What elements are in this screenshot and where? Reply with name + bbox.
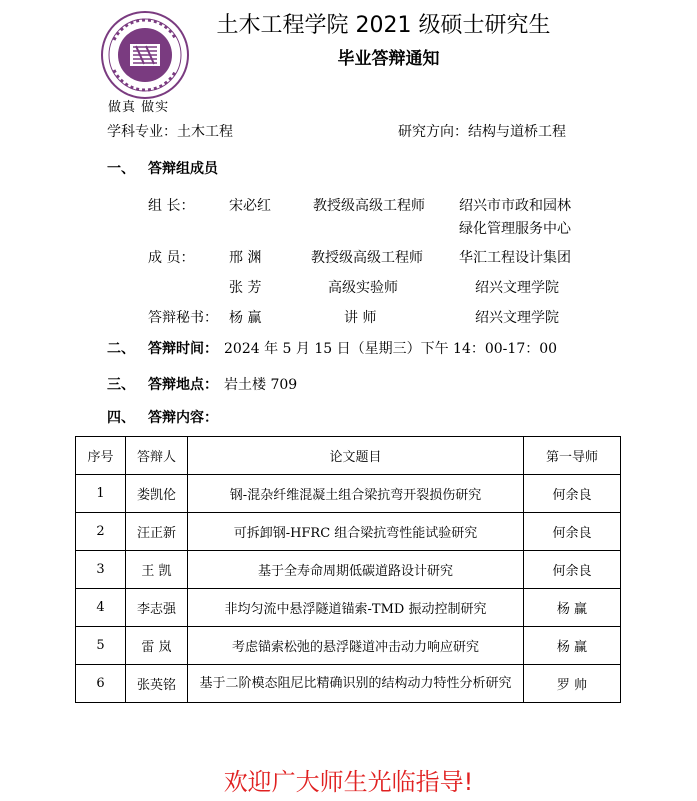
row-topic: 基于二阶模态阻尼比精确识别的结构动力特性分析研究 bbox=[188, 665, 524, 703]
school-motto: 做真 做实 bbox=[108, 100, 170, 115]
row-no: 6 bbox=[76, 665, 126, 703]
table-row bbox=[76, 513, 621, 551]
row-name: 王 凯 bbox=[126, 551, 188, 589]
defense-time-label: 答辩时间： bbox=[148, 341, 218, 357]
major-label: 学科专业：土木工程 bbox=[107, 124, 233, 140]
table-row bbox=[76, 665, 621, 703]
secretary-title: 讲 师 bbox=[344, 310, 377, 326]
row-advisor: 何余良 bbox=[524, 513, 621, 551]
row-advisor: 罗 帅 bbox=[524, 665, 621, 703]
member-1-title: 教授级高级工程师 bbox=[311, 250, 423, 266]
leader-title: 教授级高级工程师 bbox=[313, 198, 425, 214]
section-3-number: 三、 bbox=[107, 377, 135, 393]
row-name: 李志强 bbox=[126, 589, 188, 627]
row-topic: 可拆卸钢-HFRC 组合梁抗弯性能试验研究 bbox=[188, 513, 524, 551]
secretary-org: 绍兴文理学院 bbox=[475, 310, 559, 326]
welcome-message: 欢迎广大师生光临指导! bbox=[223, 768, 474, 796]
row-topic: 考虑锚索松弛的悬浮隧道冲击动力响应研究 bbox=[188, 627, 524, 665]
row-no: 1 bbox=[76, 475, 126, 513]
row-no: 3 bbox=[76, 551, 126, 589]
row-topic: 基于全寿命周期低碳道路设计研究 bbox=[188, 551, 524, 589]
table-row bbox=[76, 475, 621, 513]
table-header-row bbox=[76, 437, 621, 475]
defense-location-label: 答辩地点： bbox=[148, 377, 218, 393]
header-advisor: 第一导师 bbox=[524, 437, 621, 475]
leader-org-line-2: 绿化管理服务中心 bbox=[459, 221, 571, 237]
row-advisor: 何余良 bbox=[524, 475, 621, 513]
member-1-org: 华汇工程设计集团 bbox=[459, 250, 571, 266]
header-no: 序号 bbox=[76, 437, 126, 475]
defense-location-value: 岩土楼 709 bbox=[224, 377, 298, 393]
section-2-number: 二、 bbox=[107, 341, 135, 357]
member-2-org: 绍兴文理学院 bbox=[475, 280, 559, 296]
row-topic: 钢-混杂纤维混凝土组合梁抗弯开裂损伤研究 bbox=[188, 475, 524, 513]
secretary-role: 答辩秘书： bbox=[148, 310, 218, 326]
member-1-name: 邢 渊 bbox=[229, 250, 262, 266]
header-name: 答辩人 bbox=[126, 437, 188, 475]
row-name: 汪正新 bbox=[126, 513, 188, 551]
section-4-title: 答辩内容： bbox=[148, 410, 218, 426]
row-no: 4 bbox=[76, 589, 126, 627]
row-name: 张英铭 bbox=[126, 665, 188, 703]
secretary-name: 杨 赢 bbox=[229, 310, 262, 326]
row-advisor: 何余良 bbox=[524, 551, 621, 589]
leader-org-line-1: 绍兴市市政和园林 bbox=[459, 198, 571, 214]
section-1-title: 答辩组成员 bbox=[148, 161, 218, 177]
direction-label: 研究方向：结构与道桥工程 bbox=[398, 124, 566, 140]
defense-schedule-table bbox=[75, 436, 621, 703]
leader-role: 组 长： bbox=[148, 198, 195, 214]
defense-time-value: 2024 年 5 月 15 日（星期三）下午 14：00-17：00 bbox=[224, 341, 558, 357]
row-name: 娄凯伦 bbox=[126, 475, 188, 513]
member-role: 成 员： bbox=[148, 250, 195, 266]
row-no: 5 bbox=[76, 627, 126, 665]
leader-name: 宋必红 bbox=[229, 198, 271, 214]
table-row bbox=[76, 627, 621, 665]
header-topic: 论文题目 bbox=[188, 437, 524, 475]
table-row bbox=[76, 589, 621, 627]
page-title: 土木工程学院 2021 级硕士研究生 bbox=[216, 13, 551, 38]
row-advisor: 杨 赢 bbox=[524, 627, 621, 665]
section-4-number: 四、 bbox=[107, 410, 135, 426]
section-1-number: 一、 bbox=[107, 161, 135, 177]
row-topic: 非均匀流中悬浮隧道锚索-TMD 振动控制研究 bbox=[188, 589, 524, 627]
row-no: 2 bbox=[76, 513, 126, 551]
row-name: 雷 岚 bbox=[126, 627, 188, 665]
member-2-title: 高级实验师 bbox=[328, 280, 398, 296]
page-subtitle: 毕业答辩通知 bbox=[337, 49, 440, 69]
row-advisor: 杨 赢 bbox=[524, 589, 621, 627]
table-row bbox=[76, 551, 621, 589]
member-2-name: 张 芳 bbox=[229, 280, 262, 296]
